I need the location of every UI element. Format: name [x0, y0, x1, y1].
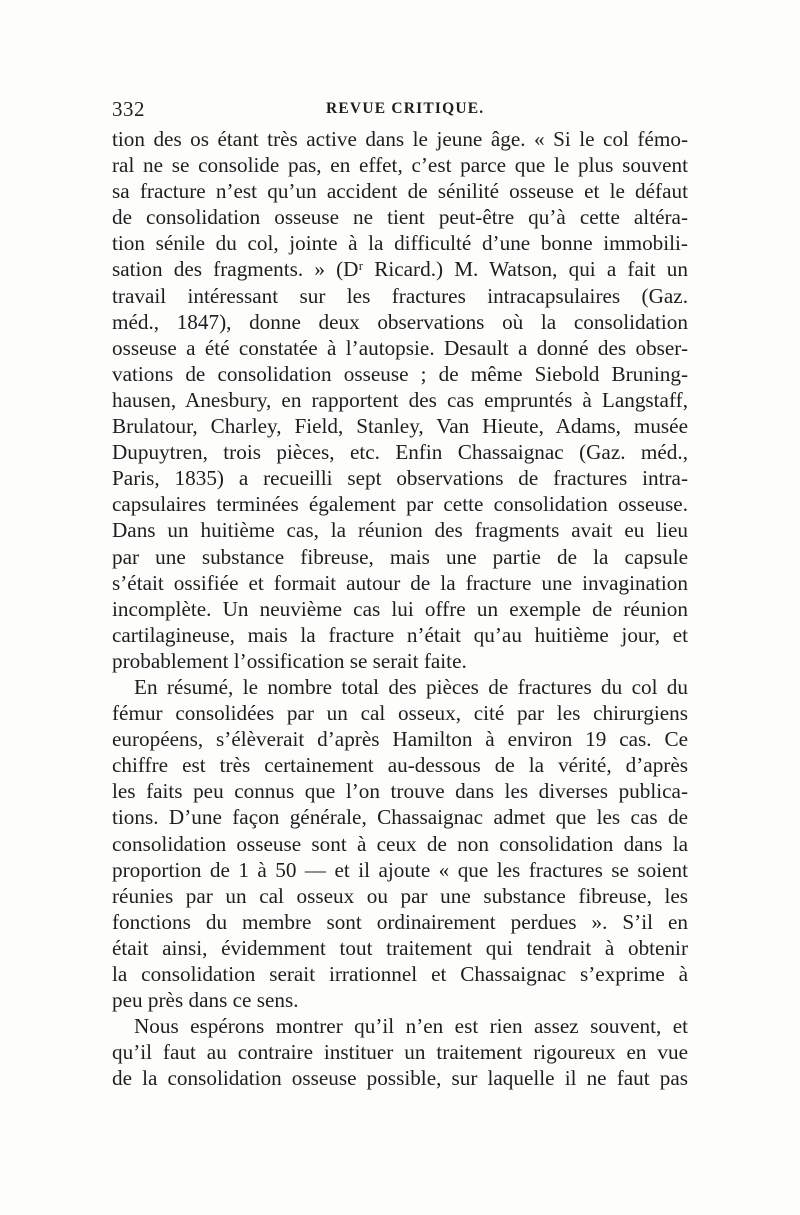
- text-line: les faits peu connus que l’on trouve dans les diverses publica-: [112, 779, 688, 804]
- text-line: fémur consolidées par un cal osseux, cité par les chirurgiens: [112, 701, 688, 726]
- page-number: 332: [112, 97, 145, 121]
- text-line: vations de consolidation osseuse ; de même Siebold Bruning-: [112, 361, 688, 386]
- text-line: consolidation osseuse sont à ceux de non consolidation dans la: [112, 831, 688, 856]
- text-line: de la consolidation osseuse possible, sur laquelle il ne faut pas: [112, 1066, 688, 1091]
- paragraph-end-line: probablement l’ossification se serait faite.: [112, 648, 467, 673]
- text-line: osseuse a été constatée à l’autopsie. Desault a donné des obser-: [112, 335, 688, 360]
- text-line: par une substance fibreuse, mais une partie de la capsule: [112, 544, 688, 569]
- text-line: méd., 1847), donne deux observations où la consolidation: [112, 309, 688, 334]
- text-line: Brulatour, Charley, Field, Stanley, Van Hieute, Adams, musée: [112, 414, 688, 439]
- text-line: cartilagineuse, mais la fracture n’était qu’au huitième jour, et: [112, 622, 688, 647]
- text-line: tions. D’une façon générale, Chassaignac admet que les cas de: [112, 805, 688, 830]
- text-line: tion sénile du col, jointe à la difficulté d’une bonne immobili-: [112, 231, 688, 256]
- text-line: proportion de 1 à 50 — et il ajoute « que les fractures se soient: [112, 857, 688, 882]
- text-line: tion des os étant très active dans le jeune âge. « Si le col fémo-: [112, 127, 688, 151]
- text-line: incomplète. Un neuvième cas lui offre un exemple de réunion: [112, 596, 688, 621]
- running-head: REVUE CRITIQUE.: [326, 100, 485, 117]
- paragraph-end-line: peu près dans ce sens.: [112, 988, 299, 1013]
- text-line: chiffre est très certainement au-dessous de la vérité, d’après: [112, 753, 688, 778]
- text-line: ral ne se consolide pas, en effet, c’est parce que le plus souvent: [112, 153, 688, 178]
- text-line: travail intéressant sur les fractures intracapsulaires (Gaz.: [112, 283, 688, 308]
- text-line: Dans un huitième cas, la réunion des fragments avait eu lieu: [112, 518, 688, 543]
- text-line: qu’il faut au contraire instituer un traitement rigoureux en vue: [112, 1040, 688, 1065]
- text-line: Dupuytren, trois pièces, etc. Enfin Chassaignac (Gaz. méd.,: [112, 440, 688, 465]
- text-line: de consolidation osseuse ne tient peut-être qu’à cette altéra-: [112, 205, 688, 230]
- text-line: européens, s’élèverait d’après Hamilton à environ 19 cas. Ce: [112, 727, 688, 752]
- text-line: sation des fragments. » (Dʳ Ricard.) M. Watson, qui a fait un: [112, 257, 688, 282]
- text-line: hausen, Anesbury, en rapportent des cas empruntés à Langstaff,: [112, 387, 688, 412]
- text-line: fonctions du membre sont ordinairement perdues ». S’il en: [112, 909, 688, 934]
- body-text: [112, 126, 688, 1091]
- text-line: s’était ossifiée et formait autour de la fracture une invagination: [112, 570, 688, 595]
- page-header: [112, 97, 688, 125]
- text-line: était ainsi, évidemment tout traitement qui tendrait à obtenir: [112, 935, 688, 960]
- paragraph-start-line: En résumé, le nombre total des pièces de fractures du col du: [134, 674, 688, 699]
- text-line: la consolidation serait irrationnel et Chassaignac s’exprime à: [112, 962, 688, 986]
- text-line: réunies par un cal osseux ou par une substance fibreuse, les: [112, 883, 688, 908]
- text-line: sa fracture n’est qu’un accident de sénilité osseuse et le défaut: [112, 179, 688, 204]
- text-line: Paris, 1835) a recueilli sept observations de fractures intra-: [112, 466, 688, 491]
- text-line: capsulaires terminées également par cette consolidation osseuse.: [112, 492, 688, 517]
- paragraph-start-line: Nous espérons montrer qu’il n’en est rien assez souvent, et: [134, 1014, 688, 1039]
